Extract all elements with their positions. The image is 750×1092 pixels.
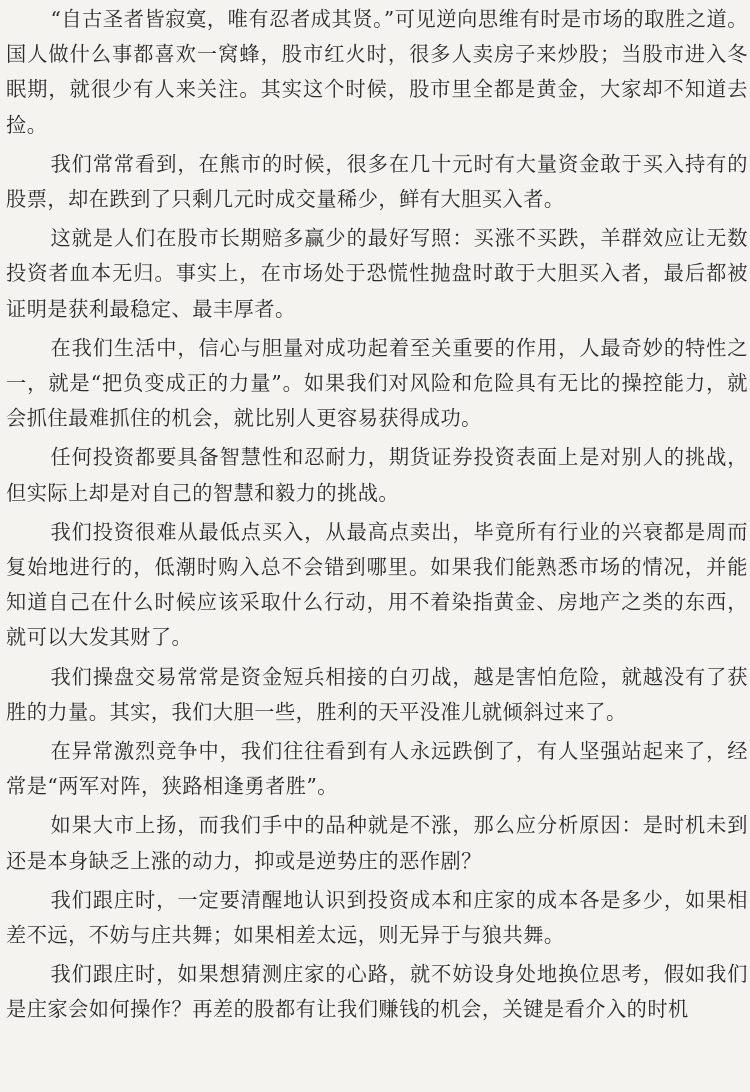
paragraph-9: 如果大市上扬，而我们手中的品种就是不涨，那么应分析原因：是时机未到还是本身缺乏上涨的动力，抑或是逆势庄的恶作剧？ [6, 813, 748, 873]
paragraph-3: 这就是人们在股市长期赔多赢少的最好写照：买涨不买跌，羊群效应让无数投资者血本无归。事实上，在市场处于恐慌性抛盘时敢于大胆买入者，最后都被证明是获利最稳定、最丰厚者。 [6, 226, 748, 321]
paragraph-1: “自古圣者皆寂寞，唯有忍者成其贤。”可见逆向思维有时是市场的取胜之道。国人做什么事都喜欢一窝蜂，股市红火时，很多人卖房子来炒股；当股市进入冬眠期，就很少有人来关注。其实这个时候，股市里全都是黄金，大家却不知道去捡。 [6, 7, 748, 137]
paragraph-11: 我们跟庄时，如果想猜测庄家的心路，就不妨设身处地换位思考，假如我们是庄家会如何操作？再差的股都有让我们赚钱的机会，关键是看介入的时机 [6, 962, 748, 1022]
paragraph-10: 我们跟庄时，一定要清醒地认识到投资成本和庄家的成本各是多少，如果相差不远，不妨与庄共舞；如果相差太远，则无异于与狼共舞。 [6, 887, 748, 948]
paragraph-8: 在异常激烈竞争中，我们往往看到有人永远跌倒了，有人坚强站起来了，经常是“两军对阵，狭路相逢勇者胜”。 [6, 739, 748, 799]
paragraph-7: 我们操盘交易常常是资金短兵相接的白刃战，越是害怕危险，就越没有了获胜的力量。其实，我们大胆一些，胜利的天平没准儿就倾斜过来了。 [6, 664, 748, 724]
paragraph-5: 任何投资都要具备智慧性和忍耐力，期货证券投资表面上是对别人的挑战，但实际上却是对自己的智慧和毅力的挑战。 [6, 445, 748, 505]
paragraph-6: 我们投资很难从最低点买入，从最高点卖出，毕竟所有行业的兴衰都是周而复始地进行的，低潮时购入总不会错到哪里。如果我们能熟悉市场的情况，并能知道自己在什么时候应该采取什么行动，用不着染指黄金、房地产之类的东西，就可以大发其财了。 [6, 519, 748, 650]
paragraph-4: 在我们生活中，信心与胆量对成功起着至关重要的作用，人最奇妙的特性之一，就是“把负变成正的力量”。如果我们对风险和危险具有无比的操控能力，就会抓住最难抓住的机会，就比别人更容易获得成功。 [6, 335, 748, 431]
paragraph-2: 我们常常看到，在熊市的时候，很多在几十元时有大量资金敢于买入持有的股票，却在跌到了只剩几元时成交量稀少，鲜有大胆买入者。 [6, 151, 748, 212]
